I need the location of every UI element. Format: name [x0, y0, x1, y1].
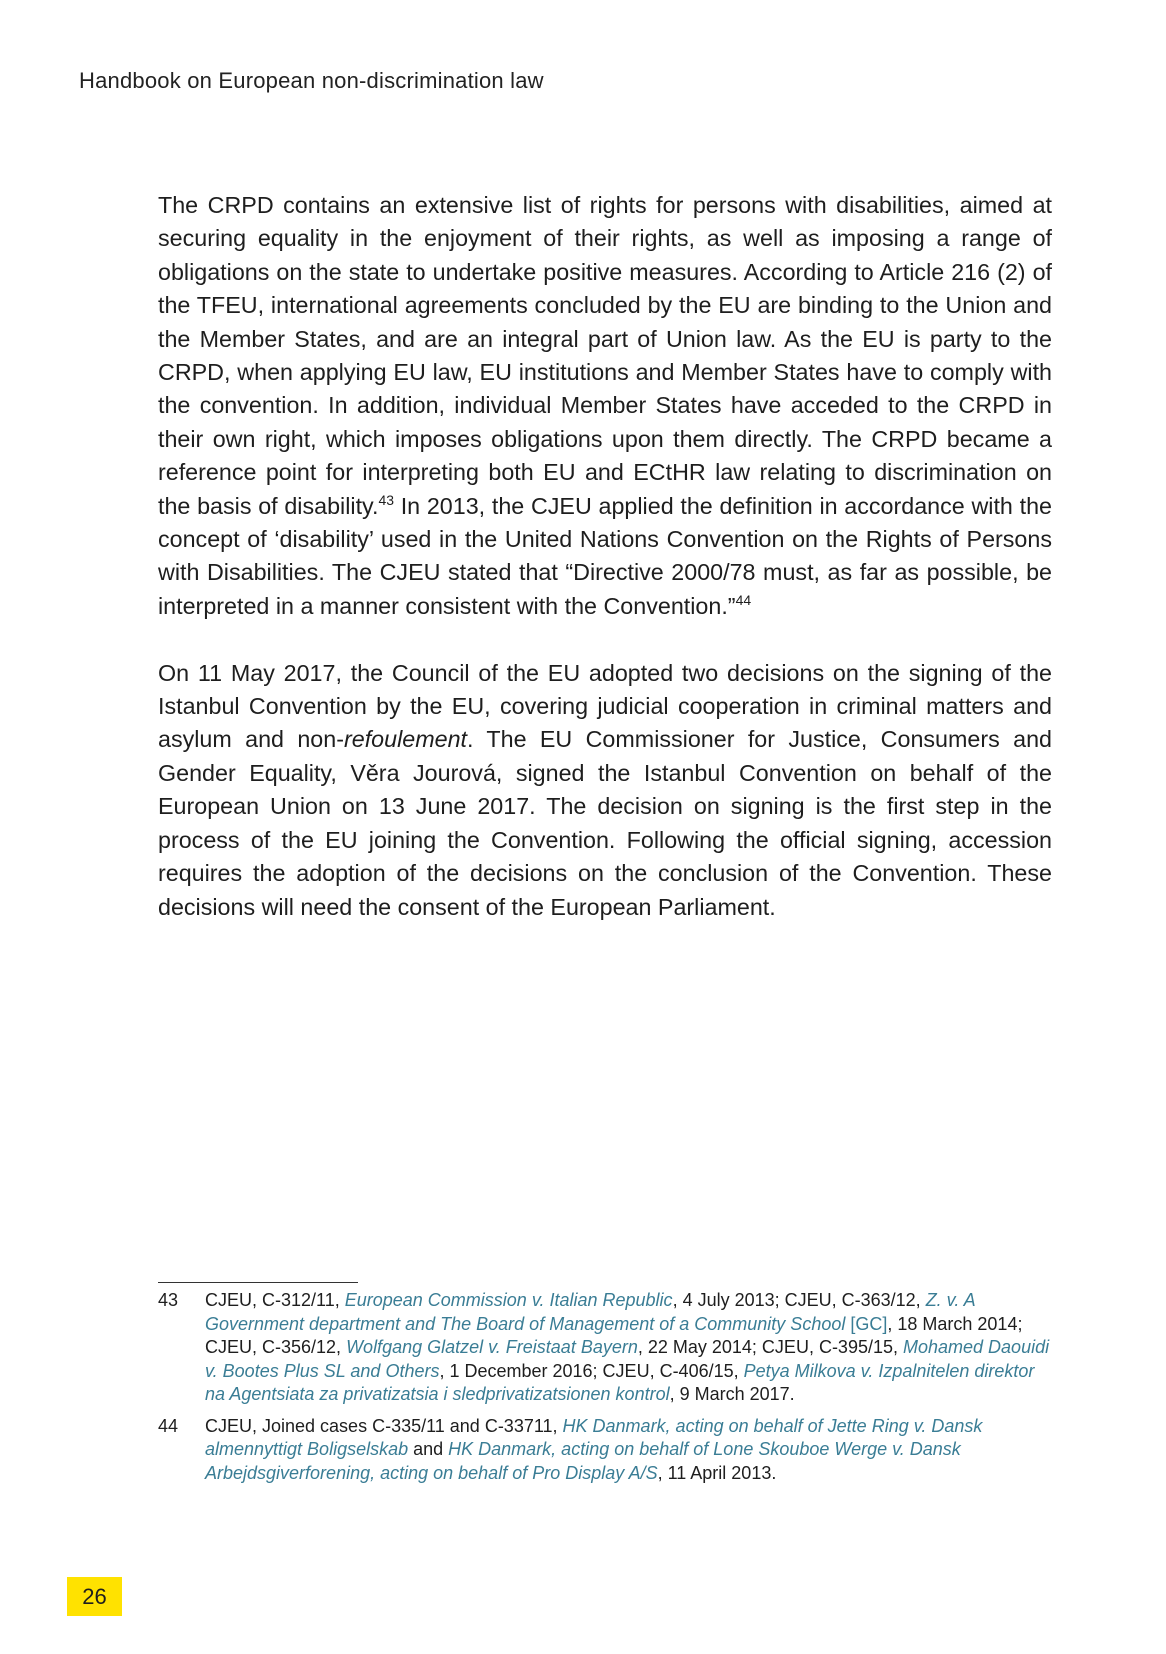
main-body-text	[158, 189, 1052, 957]
case-link[interactable]: Wolfgang Glatzel v. Freistaat Bayern	[346, 1337, 638, 1357]
footnote-text: , 4 July 2013; CJEU, C-363/12,	[672, 1290, 926, 1310]
case-link[interactable]: Mohamed Daouidi v. Bootes Plus SL and Others	[205, 1337, 1050, 1381]
footnote-divider	[158, 1282, 358, 1283]
footnote-ref-43[interactable]: 43	[378, 491, 394, 508]
footnote-text: and	[408, 1439, 449, 1459]
case-link-suffix[interactable]: [GC]	[845, 1313, 888, 1334]
footnote-text: , 18 March 2014; CJEU, C-356/12,	[205, 1313, 1023, 1357]
running-header: Handbook on European non-discrimination law	[79, 68, 544, 93]
paragraph-crpd	[158, 189, 1052, 623]
footnote-ref-44[interactable]: 44	[735, 592, 752, 609]
page-number-label: 26	[82, 1583, 107, 1609]
footnote-number: 44	[158, 1415, 179, 1436]
footnote-text: , 1 December 2016; CJEU, C-406/15,	[439, 1360, 744, 1381]
footnote-43	[158, 1289, 1052, 1407]
footnote-text: , 11 April 2013.	[657, 1462, 777, 1483]
footnote-44	[158, 1415, 1052, 1486]
footnote-text: , 9 March 2017.	[669, 1384, 795, 1404]
footnotes	[158, 1289, 1052, 1493]
footnote-number: 43	[158, 1290, 179, 1310]
footnote-text: , 22 May 2014; CJEU, C-395/15,	[637, 1337, 903, 1357]
paragraph-istanbul	[158, 657, 1052, 924]
case-link[interactable]: Petya Milkova v. Izpalnitelen direktor na Agentsiata za privatizatsia i sledprivatizatsionen kontrol	[205, 1360, 1035, 1404]
paragraph-crpd-text-2: In 2013, the CJEU applied the definition in accordance with the concept of ‘disability’ used in the United Nations Convention on the Rights of Persons with Disabilities. The CJEU stated that “Directive 2000/78 must, as far as possible, be interpreted in a manner consistent with the Convention.”	[158, 492, 1052, 619]
footnote-text: CJEU, Joined cases C-335/11 and C-33711,	[205, 1415, 563, 1436]
case-link[interactable]: HK Danmark, acting on behalf of Lone Skouboe Werge v. Dansk Arbejdsgiverforening, acting on behalf of Pro Display A/S	[205, 1439, 961, 1483]
paragraph-istanbul-italic: refoulement	[343, 726, 468, 753]
paragraph-istanbul-text-1: On 11 May 2017, the Council of the EU adopted two decisions on the signing of the Istanbul Convention by the EU, covering judicial cooperation in criminal matters and asylum and non-	[158, 659, 1052, 753]
case-link[interactable]: HK Danmark, acting on behalf of Jette Ring v. Dansk almennyttigt Boligselskab	[205, 1415, 983, 1459]
paragraph-istanbul-text-2: . The EU Commissioner for Justice, Consumers and Gender Equality, Věra Jourová, signed the Istanbul Convention on behalf of the European Union on 13 June 2017. The decision on signing is the first step in the process of the EU joining the Convention. Following the official signing, accession requires the adoption of the decisions on the conclusion of the Convention. These decisions will need the consent of the European Parliament.	[158, 726, 1052, 920]
paragraph-crpd-text-1: The CRPD contains an extensive list of rights for persons with disabilities, aimed at securing equality in the enjoyment of their rights, as well as imposing a range of obligations on the state to undertake positive measures. According to Article 216 (2) of the TFEU, international agreements concluded by the EU are binding to the Union and the Member States, and are an integral part of Union law. As the EU is party to the CRPD, when applying EU law, EU institutions and Member States have to comply with the convention. In addition, individual Member States have acceded to the CRPD in their own right, which imposes obligations upon them directly. The CRPD became a reference point for interpreting both EU and ECtHR law relating to discrimination on the basis of disability.	[158, 192, 1052, 519]
case-link[interactable]: Z. v. A Government department and The Board of Management of a Community School	[205, 1290, 976, 1334]
page-number	[67, 1577, 122, 1616]
case-link[interactable]: European Commission v. Italian Republic	[344, 1290, 673, 1310]
footnote-text: CJEU, C-312/11,	[205, 1290, 345, 1310]
